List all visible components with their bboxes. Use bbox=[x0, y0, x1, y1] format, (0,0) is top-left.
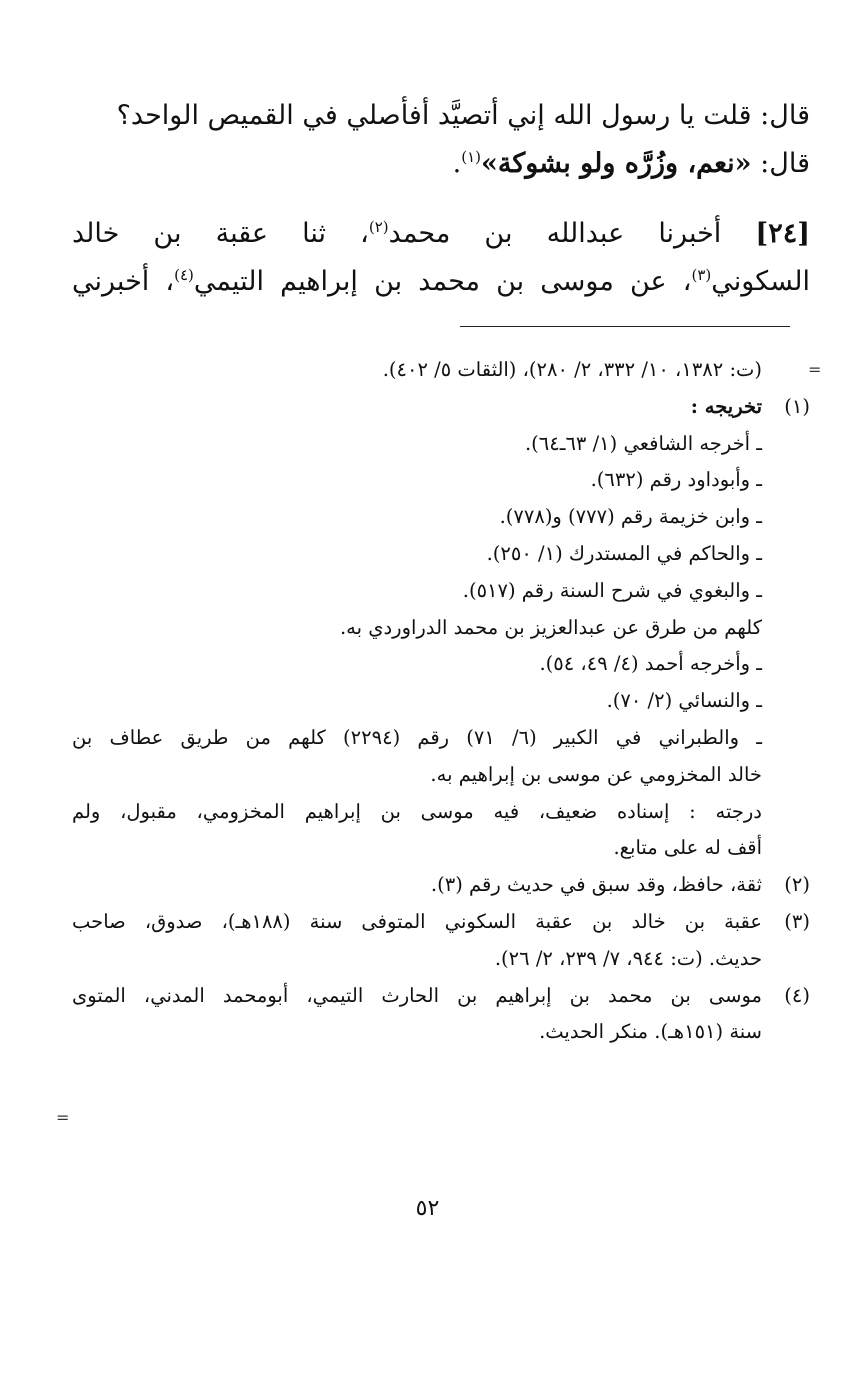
footnote-line: سنة (١٥١هـ). منكر الحديث. bbox=[539, 1020, 762, 1044]
footnote-line: خالد المخزومي عن موسى بن إبراهيم به. bbox=[430, 762, 762, 786]
main-line-1: قال: قلت يا رسول الله إني أتصيَّد أفأصلي في القميص الواحد؟ bbox=[116, 100, 810, 131]
footnote-line: ـ وأبوداود رقم (٦٣٢). bbox=[590, 468, 762, 492]
footnote-ref-4: (٤) bbox=[174, 266, 194, 284]
main-line-3 bbox=[72, 210, 810, 258]
main-text-block bbox=[72, 92, 810, 188]
footnote-line: ـ والحاكم في المستدرك (١/ ٢٥٠). bbox=[486, 541, 762, 565]
prophet-quote: «نعم، وزُرَّه ولو بشوكة» bbox=[481, 148, 752, 179]
footnote-cont-line: (ت: ١٣٨٢، ١٠/ ٣٣٢، ٢/ ٢٨٠)، (الثقات ٥/ ٤٠٢). bbox=[382, 358, 762, 381]
footnote-continued bbox=[72, 352, 810, 389]
footnote-number: (٤) bbox=[784, 983, 810, 1007]
footnote-line: ـ والنسائي (٢/ ٧٠). bbox=[606, 689, 762, 713]
footnote-line: حديث. (ت: ٩٤٤، ٧/ ٢٣٩، ٢/ ٢٦). bbox=[494, 946, 762, 970]
footnote-line: ـ أخرجه الشافعي (١/ ٦٣ـ٦٤). bbox=[524, 431, 762, 455]
footnote-line: كلهم من طرق عن عبدالعزيز بن محمد الدراوردي به. bbox=[339, 615, 762, 639]
footnote-line: ـ وأخرجه أحمد (٤/ ٤٩، ٥٤). bbox=[539, 652, 762, 676]
footnote-3 bbox=[72, 904, 810, 978]
footnote-number: (٢) bbox=[784, 873, 810, 897]
footnote-ref-2: (٢) bbox=[368, 218, 389, 236]
footnote-number: (١) bbox=[784, 394, 810, 418]
footnote-line: ـ والطبراني في الكبير (٦/ ٧١) رقم (٢٢٩٤) كلهم من طريق عطاف بن bbox=[72, 725, 762, 749]
footnote-1 bbox=[72, 389, 810, 867]
page-number: ٥٢ bbox=[415, 1196, 440, 1221]
continuation-mark-bottom: = bbox=[56, 1108, 70, 1127]
isnad-part-b: ، ثنا عقبة بن خالد bbox=[72, 218, 369, 249]
isnad-part-a: أخبرنا عبدالله بن محمد bbox=[388, 218, 756, 249]
footnote-ref-3: (٣) bbox=[691, 266, 712, 284]
hadith-number: [٢٤] bbox=[755, 218, 810, 249]
footnote-line: ثقة، حافظ، وقد سبق في حديث رقم (٣). bbox=[430, 873, 762, 897]
footnote-ref-1: (١) bbox=[461, 148, 482, 166]
isnad-part-e: ، أخبرني bbox=[72, 266, 175, 297]
footnote-2 bbox=[72, 867, 810, 904]
qala-label: قال: bbox=[751, 148, 810, 179]
footnote-line: موسى بن محمد بن إبراهيم بن الحارث التيمي، أبومحمد المدني، المتوى bbox=[72, 983, 762, 1007]
footnote-line: ـ والبغوي في شرح السنة رقم (٥١٧). bbox=[462, 578, 762, 602]
main-line-2 bbox=[72, 140, 810, 188]
period: . bbox=[452, 148, 462, 179]
footnote-line: عقبة بن خالد بن عقبة السكوني المتوفى سنة (١٨٨هـ)، صدوق، صاحب bbox=[72, 909, 762, 933]
continuation-mark-top: = bbox=[808, 360, 822, 379]
footnote-4 bbox=[72, 978, 810, 1052]
footnote-line: ـ وابن خزيمة رقم (٧٧٧) و(٧٧٨). bbox=[499, 505, 762, 529]
main-line-4 bbox=[72, 258, 810, 306]
footnote-heading: تخريجه : bbox=[690, 394, 762, 418]
footnote-number: (٣) bbox=[784, 909, 810, 933]
footnote-separator bbox=[460, 326, 790, 327]
footnote-line: درجته : إسناده ضعيف، فيه موسى بن إبراهيم المخزومي، مقبول، ولم bbox=[72, 799, 762, 823]
isnad-part-c: السكوني bbox=[711, 266, 810, 297]
hadith-24-block bbox=[72, 210, 810, 306]
footnotes-area bbox=[72, 352, 810, 1051]
isnad-part-d: ، عن موسى بن محمد بن إبراهيم التيمي bbox=[193, 266, 692, 297]
footnote-line: أقف له على متابع. bbox=[613, 836, 762, 860]
